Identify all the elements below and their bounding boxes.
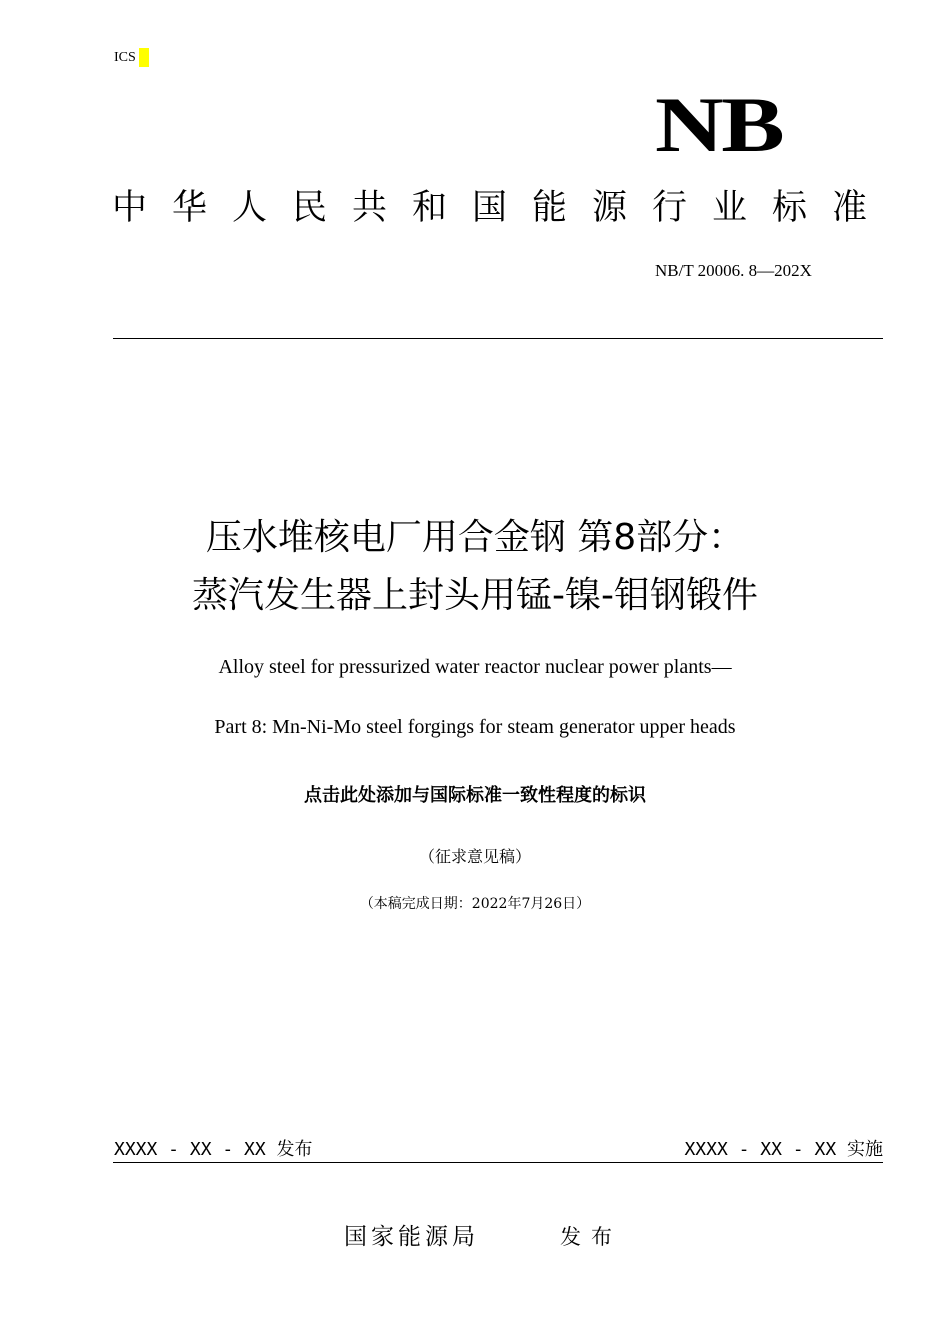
issue-label: 发布 bbox=[560, 1225, 622, 1249]
top-divider bbox=[113, 338, 883, 339]
standard-number: NB/T 20006. 8—202X bbox=[655, 261, 812, 280]
title-cn-line2: 蒸汽发生器上封头用锰-镍-钼钢锻件 bbox=[192, 575, 758, 616]
title-cn-line1: 压水堆核电厂用合金钢 第8部分： bbox=[205, 517, 745, 558]
conformity-placeholder[interactable]: 点击此处添加与国际标准一致性程度的标识 bbox=[304, 785, 646, 806]
release-date: XXXX - XX - XX 发布 bbox=[114, 1139, 313, 1160]
ics-highlight bbox=[139, 48, 149, 67]
ics-label: ICS bbox=[114, 50, 136, 65]
implementation-date: XXXX - XX - XX 实施 bbox=[684, 1139, 883, 1160]
draft-stage: （征求意见稿） bbox=[418, 847, 531, 866]
title-en-line2: Part 8: Mn-Ni-Mo steel forgings for steam generator upper heads bbox=[214, 716, 736, 738]
nb-logo: NB bbox=[655, 81, 783, 168]
issuing-authority: 国家能源局 bbox=[344, 1224, 479, 1250]
national-standard-title: 中华人民共和国能源行业标准 bbox=[112, 188, 893, 228]
title-en-line1: Alloy steel for pressurized water reactor nuclear power plants— bbox=[218, 656, 732, 678]
draft-completion-date: （本稿完成日期：2022年7月26日） bbox=[359, 896, 591, 912]
bottom-divider bbox=[113, 1162, 883, 1163]
